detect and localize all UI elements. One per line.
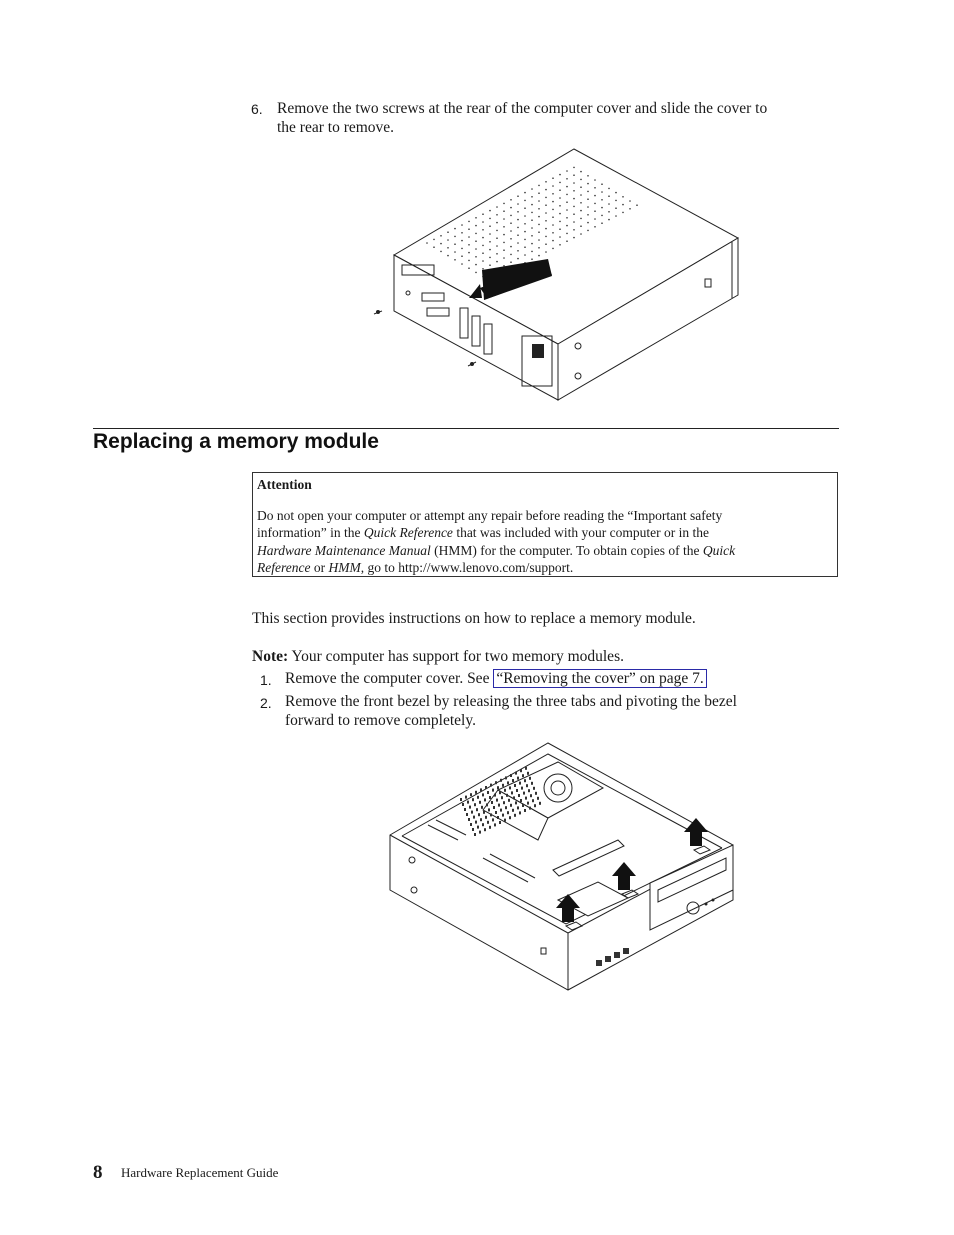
step-number: 6.	[251, 101, 263, 117]
attention-box	[252, 472, 838, 577]
attention-line-1: Do not open your computer or attempt any repair before reading the “Important safety	[257, 507, 723, 523]
attention-line-3	[257, 542, 833, 560]
attention-url-text: , go to http://www.lenovo.com/support.	[360, 560, 574, 575]
step-6-line-1: Remove the two screws at the rear of the computer cover and slide the cover to	[277, 100, 768, 117]
step-number: 1.	[260, 672, 272, 688]
hmm-abbrev: HMM	[328, 560, 361, 575]
attention-line-2	[257, 524, 833, 542]
removing-the-cover-link[interactable]: “Removing the cover” on page 7.	[493, 669, 706, 688]
attention-title: Attention	[257, 477, 312, 492]
step-6-text	[277, 99, 840, 137]
step-2-line-2: forward to remove completely.	[285, 712, 476, 729]
attention-text: information” in the	[257, 525, 364, 540]
attention-line-4	[257, 559, 833, 577]
note-label: Note:	[252, 648, 289, 665]
bezel-removal-illustration	[388, 740, 738, 995]
step-1-text	[285, 669, 707, 688]
cover-removal-illustration	[372, 148, 742, 403]
footer-title: Hardware Replacement Guide	[121, 1165, 279, 1180]
step-1-instruction: Remove the computer cover. See	[285, 670, 494, 687]
section-divider	[93, 428, 839, 429]
quick-reference-title: Quick Reference	[363, 525, 453, 540]
step-6-line-2: the rear to remove.	[277, 119, 395, 136]
attention-text: (HMM) for the computer. To obtain copies of the	[430, 542, 703, 558]
quick-reference-title: Reference	[257, 560, 311, 575]
intro-paragraph: This section provides instructions on how to replace a memory module.	[252, 610, 696, 627]
note	[252, 647, 624, 666]
step-2-text	[285, 692, 840, 730]
attention-text: that was included with your computer or in the	[452, 525, 710, 540]
page-number: 8	[93, 1162, 103, 1183]
note-text: Your computer has support for two memory modules.	[291, 648, 624, 665]
step-2-line-1: Remove the front bezel by releasing the three tabs and pivoting the bezel	[285, 693, 737, 710]
section-title: Replacing a memory module	[93, 430, 379, 453]
quick-reference-title: Quick	[702, 542, 736, 558]
attention-text: or	[310, 560, 329, 575]
hmm-title: Hardware Maintenance Manual	[257, 542, 431, 558]
step-number: 2.	[260, 695, 272, 711]
